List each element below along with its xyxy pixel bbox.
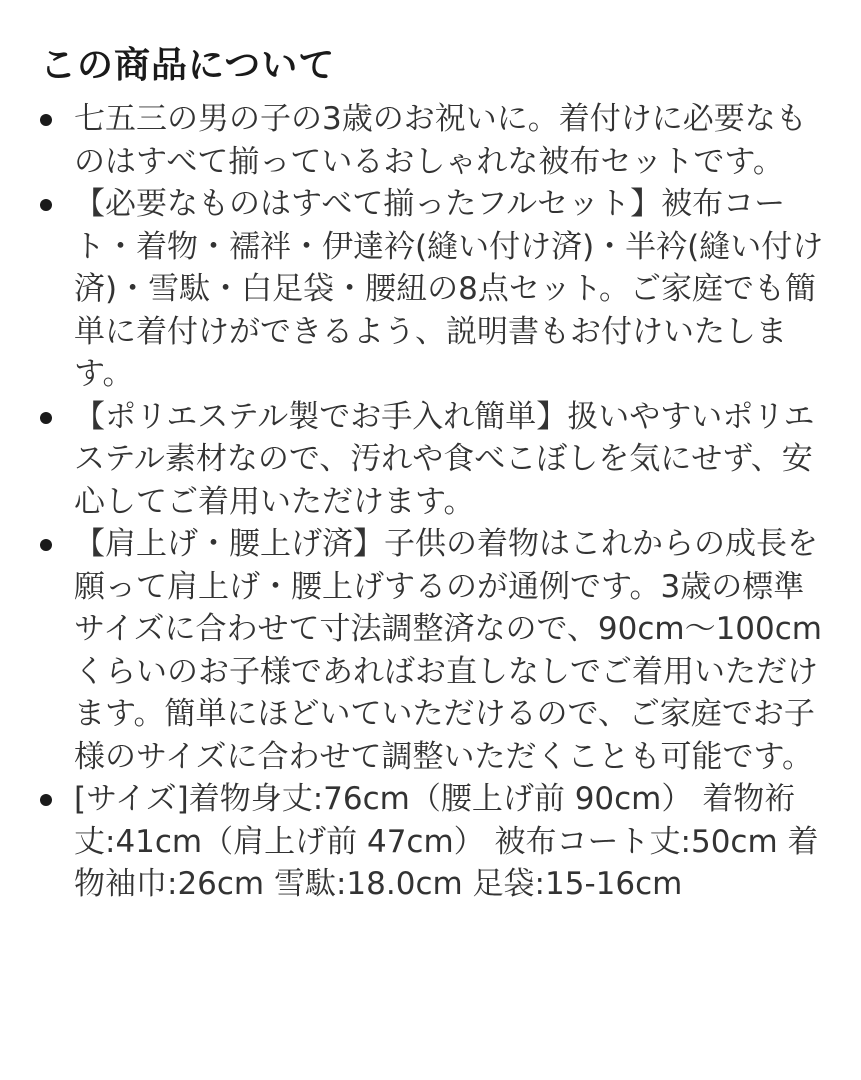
bullet-icon bbox=[40, 539, 52, 551]
section-heading: この商品について bbox=[40, 45, 336, 86]
list-item bbox=[40, 396, 831, 524]
bullet-icon bbox=[40, 199, 52, 211]
list-item bbox=[40, 778, 831, 906]
list-item-text: 【ポリエステル製でお手入れ簡単】扱いやすいポリエステル素材なので、汚れや食べこぼしを気にせず、安心してご着用いただけます。 bbox=[74, 398, 815, 520]
list-item-text: 七五三の男の子の3歳のお祝いに。着付けに必要なものはすべて揃っているおしゃれな被布セットです。 bbox=[74, 101, 807, 180]
list-item-text: [サイズ]着物身丈:76cm（腰上げ前 90cm） 着物裄丈:41cm（肩上げ前 47cm） 被布コート丈:50cm 着物袖巾:26cm 雪駄:18.0cm 足袋:15-16cm bbox=[74, 781, 819, 902]
bullet-icon bbox=[40, 412, 52, 424]
list-item-text: 【肩上げ・腰上げ済】子供の着物はこれからの成長を願って肩上げ・腰上げするのが通例です。3歳の標準サイズに合わせて寸法調整済なので、90cm〜100cmくらいのお子様であればお直しなしでご着用いただけます。簡単にほどいていただけるので、ご家庭でお子様のサイズに合わせて調整いただくことも可能です。 bbox=[74, 526, 822, 775]
list-item-text: 【必要なものはすべて揃ったフルセット】被布コート・着物・襦袢・伊達衿(縫い付け済)・半衿(縫い付け済)・雪駄・白足袋・腰紐の8点セット。ご家庭でも簡単に着付けができるよう、説明書もお付けいたします。 bbox=[74, 186, 824, 392]
feature-list bbox=[40, 98, 831, 906]
list-item bbox=[40, 523, 831, 778]
bullet-icon bbox=[40, 794, 52, 806]
list-item bbox=[40, 183, 831, 396]
bullet-icon bbox=[40, 114, 52, 126]
list-item bbox=[40, 98, 831, 183]
